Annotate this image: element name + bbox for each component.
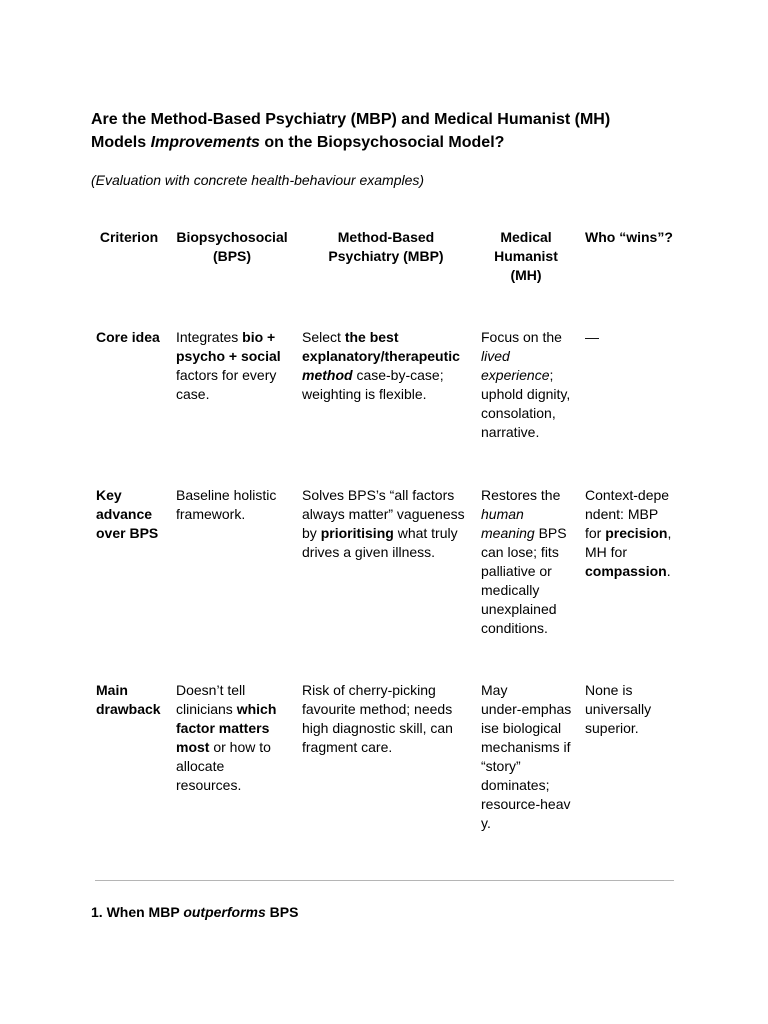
document-subtitle: (Evaluation with concrete health-behaviour examples) [91,172,425,188]
header-mh: Medical Humanist (MH) [494,229,558,283]
key-advance-bps-cell: Baseline holistic framework. [176,487,277,522]
core-idea-mh-cell: Focus on the lived experience; uphold dignity, consolation, narrative. [481,329,571,440]
section-heading: 1. When MBP outperforms BPS [91,904,299,920]
header-criterion: Criterion [99,229,159,245]
row-label-core-idea: Core idea [96,329,160,345]
main-drawback-mbp-cell: Risk of cherry-picking favourite method; needs high diagnostic skill, can fragment care. [302,682,453,755]
row-label-main-drawback: Main drawback [96,682,161,717]
core-idea-mbp-cell: Select the best explanatory/therapeutic method case-by-case; weighting is flexible. [302,329,460,402]
core-idea-bps-cell: Integrates bio + psycho + social factors for every case. [176,329,281,402]
horizontal-divider [95,880,674,881]
key-advance-wins-cell: Context-depe ndent: MBP for precision, MH for compassion. [585,487,672,579]
title-line-2: Models Improvements on the Biopsychosocial Model? [91,134,505,151]
key-advance-mbp-cell: Solves BPS’s “all factors always matter” vagueness by prioritising what truly drives a given illness. [302,487,465,560]
core-idea-wins-cell: — [585,329,599,345]
header-bps: Biopsychosocial (BPS) [176,229,288,264]
header-who-wins: Who “wins”? [585,229,673,245]
key-advance-mh-cell: Restores the human meaning BPS can lose; fits palliative or medically unexplained conditions. [481,487,567,636]
title-line-1: Are the Method-Based Psychiatry (MBP) and Medical Humanist (MH) [91,111,611,128]
main-drawback-mh-cell: May under-emphas ise biological mechanisms if “story” dominates; resource-heav y. [481,682,572,831]
header-mbp: Method-Based Psychiatry (MBP) [328,229,444,264]
main-drawback-wins-cell: None is universally superior. [585,682,652,736]
row-label-key-advance: Key advance over BPS [96,487,159,541]
main-drawback-bps-cell: Doesn’t tell clinicians which factor matters most or how to allocate resources. [176,682,277,793]
